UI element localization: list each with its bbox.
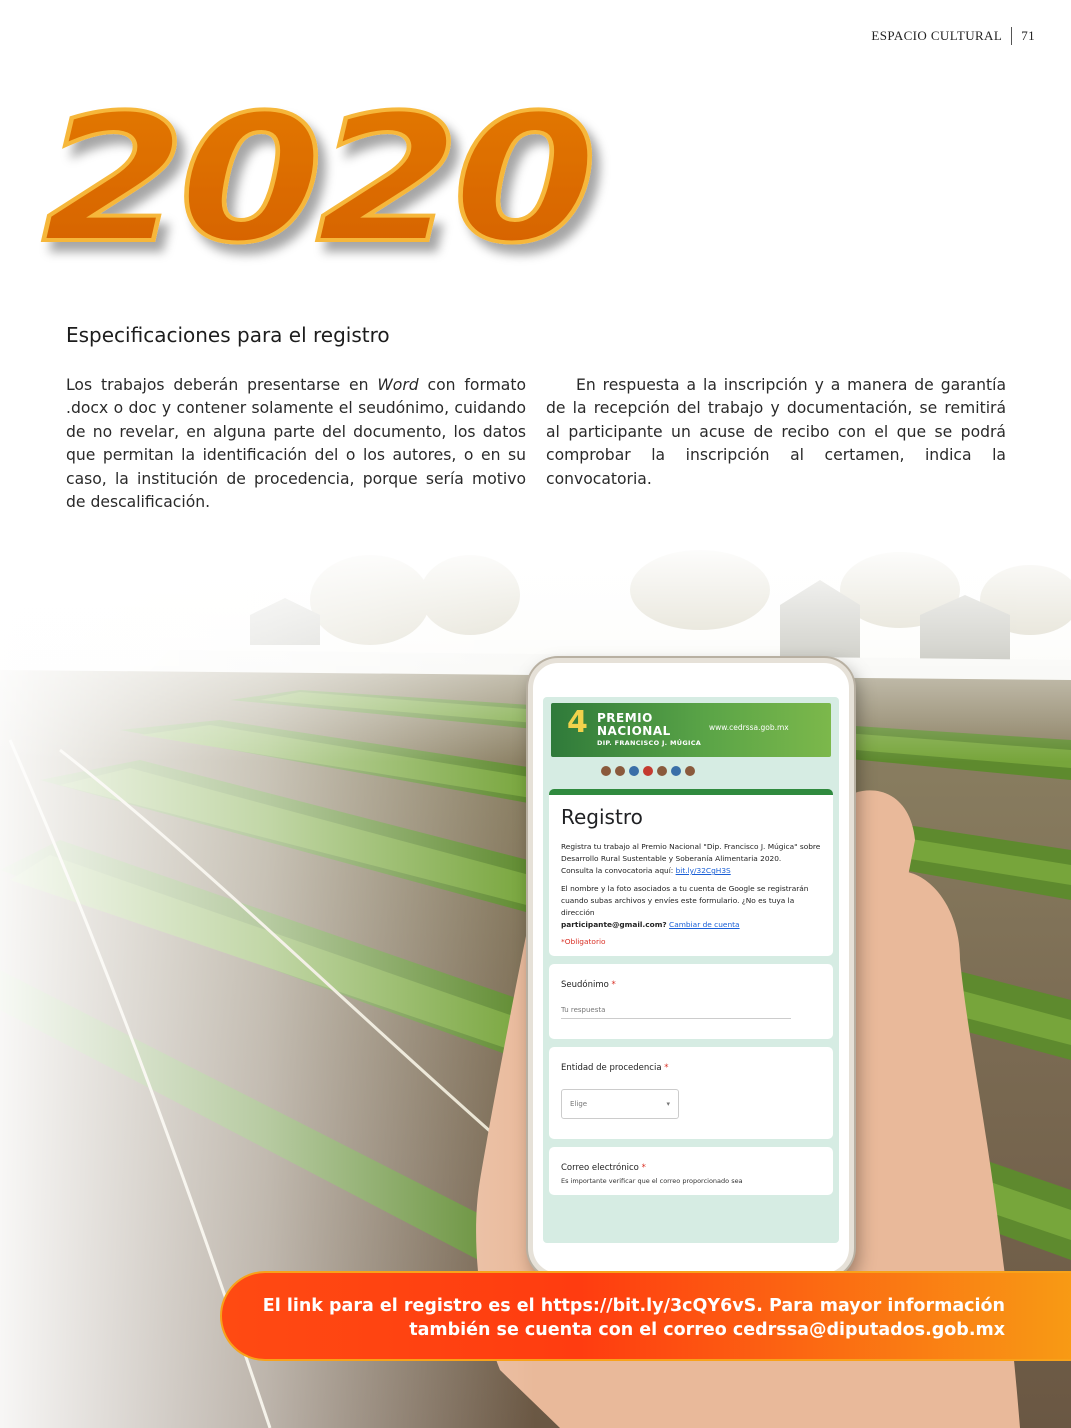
required-note: *Obligatorio <box>561 937 606 946</box>
question-label <box>561 1163 821 1173</box>
banner-line2: NACIONAL <box>597 724 671 738</box>
running-head-divider <box>1011 27 1012 45</box>
banner-line3: DIP. FRANCISCO J. MÚGICA <box>597 739 702 747</box>
question-label-text: Entidad de procedencia <box>561 1063 662 1073</box>
google-note-text: El nombre y la foto asociados a tu cuenta de Google se registrarán cuando subas archivos y envíes este formulario. ¿No es tuya la dirección <box>561 884 809 917</box>
question-label <box>561 980 821 990</box>
caret-down-icon: ▾ <box>666 1100 670 1108</box>
left-column-paragraph <box>66 374 526 514</box>
dropdown-value: Elige <box>570 1100 588 1108</box>
callout-line2: también se cuenta con el correo cedrssa@diputados.gob.mx <box>409 1320 1005 1340</box>
right-column-paragraph: En respuesta a la inscripción y a manera de garantía de la recepción del trabajo y documentación, se remitirá al participante un acuse de recibo con el que se podrá comprobar la inscripción al certamen, indica la convocatoria. <box>546 376 1006 488</box>
running-head <box>871 27 1035 45</box>
callout-line1: El link para el registro es el https://bit.ly/3cQY6vS. Para mayor información <box>262 1296 1005 1316</box>
convocatoria-prefix: Consulta la convocatoria aquí: <box>561 866 676 875</box>
seudonimo-input[interactable]: Tu respuesta <box>561 1006 791 1019</box>
big-year-title <box>30 70 630 270</box>
logo-icon <box>643 766 653 776</box>
email-note: Es importante verificar que el correo proporcionado sea <box>561 1177 743 1185</box>
switch-account-link[interactable]: Cambiar de cuenta <box>669 920 740 929</box>
question-card-seudonimo <box>549 964 833 1039</box>
banner-line1: PREMIO <box>597 711 653 725</box>
left-text-italic: Word <box>377 376 419 394</box>
account-email: participante@gmail.com? <box>561 920 667 929</box>
banner-number: 4 <box>567 705 588 740</box>
left-text-part1: Los trabajos deberán presentarse en <box>66 376 378 394</box>
question-card-correo <box>549 1147 833 1195</box>
form-intro: Registra tu trabajo al Premio Nacional "Dip. Francisco J. Múgica" sobre Desarrollo Rural Sustentable y Soberanía Alimentaria 2020. <box>561 842 821 863</box>
entidad-dropdown[interactable] <box>561 1089 679 1119</box>
required-star: * <box>664 1063 669 1073</box>
logo-icon <box>685 766 695 776</box>
form-title: Registro <box>561 805 643 829</box>
required-star: * <box>641 1163 646 1173</box>
banner-url: www.cedrssa.gob.mx <box>709 723 789 732</box>
award-banner <box>551 703 831 757</box>
section-heading: Especificaciones para el registro <box>66 323 390 347</box>
convocatoria-link[interactable]: bit.ly/32CgH3S <box>675 866 731 875</box>
question-label <box>561 1063 821 1073</box>
year-text: 2020 <box>42 77 591 270</box>
logo-icon <box>601 766 611 776</box>
google-account-note <box>561 883 821 931</box>
phone-screen <box>543 697 839 1243</box>
info-callout-text <box>245 1294 1005 1342</box>
question-label-text: Seudónimo <box>561 980 609 990</box>
question-card-entidad <box>549 1047 833 1139</box>
required-star: * <box>611 980 616 990</box>
logo-icon <box>671 766 681 776</box>
logo-icon <box>629 766 639 776</box>
page-number: 71 <box>1021 28 1035 43</box>
smartphone <box>528 658 854 1278</box>
section-name: ESPACIO CULTURAL <box>871 28 1003 43</box>
logo-icon <box>615 766 625 776</box>
sponsor-logos <box>551 761 831 781</box>
logo-icon <box>657 766 667 776</box>
form-header-card <box>549 789 833 956</box>
convocatoria-line <box>561 865 821 877</box>
question-label-text: Correo electrónico <box>561 1163 639 1173</box>
left-text-part2: con formato .docx o doc y contener solamente el seudónimo, cuidando de no revelar, en alguna parte del documento, los datos que permitan la identificación del o los autores, o en su caso, la institución de procedencia, porque sería motivo de descalificación. <box>66 376 526 512</box>
